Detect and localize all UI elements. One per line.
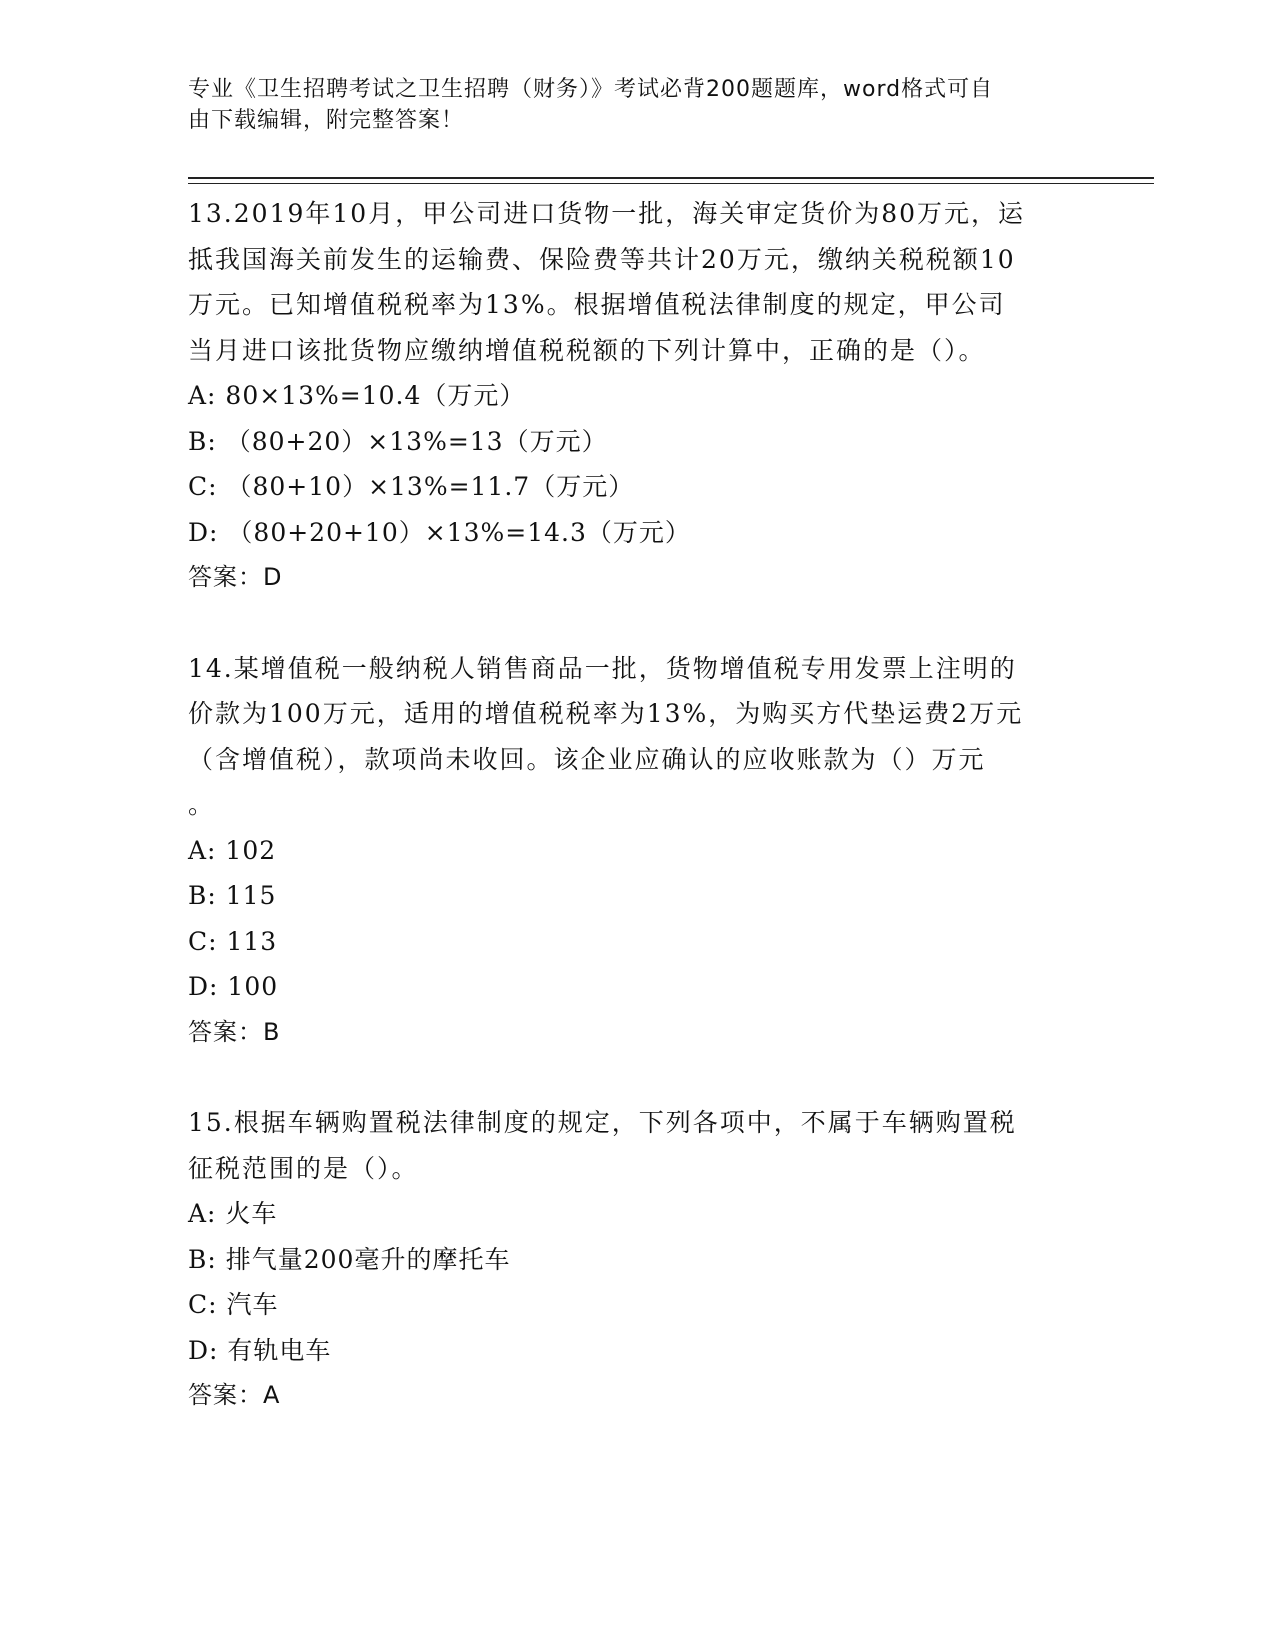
question-stem-line: 当月进口该批货物应缴纳增值税税额的下列计算中，正确的是（）。: [188, 335, 986, 365]
option-d: D: 100: [188, 972, 279, 1001]
option-d: D: （80+20+10）×13%=14.3（万元）: [188, 517, 691, 547]
option-c: C: 汽车: [188, 1290, 279, 1319]
header-divider-thin: [188, 183, 1154, 184]
option-a: A: 火车: [188, 1199, 278, 1228]
option-c: C: （80+10）×13%=11.7（万元）: [188, 472, 635, 501]
question-spacer: [188, 601, 1088, 646]
option-b: B: （80+20）×13%=13（万元）: [188, 426, 608, 456]
option-b: B: 排气量200毫升的摩托车: [188, 1244, 511, 1274]
answer-line: 答案：B: [188, 1017, 281, 1046]
option-a: A: 102: [188, 835, 277, 865]
question-stem-line: 14.某增值税一般纳税人销售商品一批，货物增值税专用发票上注明的: [188, 653, 1017, 683]
answer-line: 答案：D: [188, 563, 283, 591]
question-stem-line: 15.根据车辆购置税法律制度的规定，下列各项中，不属于车辆购置税: [188, 1108, 1017, 1137]
header-line-1: 专业《卫生招聘考试之卫生招聘（财务）》考试必背200题题库，word格式可自: [188, 77, 994, 102]
question-stem-line: 13.2019年10月，甲公司进口货物一批，海关审定货价为80万元，运: [188, 199, 1026, 228]
option-a: A: 80×13%=10.4（万元）: [188, 381, 526, 410]
option-d: D: 有轨电车: [188, 1335, 332, 1365]
question-14: [188, 646, 1088, 1056]
question-stem-line: 价款为100万元，适用的增值税税率为13%，为购买方代垫运费2万元: [188, 699, 1024, 728]
question-spacer: [188, 1055, 1088, 1100]
header-line-2: 由下载编辑，附完整答案！: [188, 108, 465, 133]
question-list: [188, 191, 1088, 1419]
option-c: C: 113: [188, 926, 278, 956]
option-b: B: 115: [188, 881, 277, 910]
question-stem-line: 征税范围的是（）。: [188, 1153, 419, 1183]
question-stem-line: 万元。已知增值税税率为13%。根据增值税法律制度的规定，甲公司: [188, 290, 1006, 319]
question-15: [188, 1100, 1088, 1419]
question-13: [188, 191, 1088, 601]
answer-line: 答案：A: [188, 1381, 281, 1409]
document-header: [188, 74, 1088, 136]
header-divider-thick: [188, 177, 1154, 179]
question-stem-line: （含增值税），款项尚未收回。该企业应确认的应收账款为（）万元: [188, 744, 986, 774]
question-stem-line: 。: [188, 790, 216, 819]
question-stem-line: 抵我国海关前发生的运输费、保险费等共计20万元，缴纳关税税额10: [188, 244, 1016, 274]
